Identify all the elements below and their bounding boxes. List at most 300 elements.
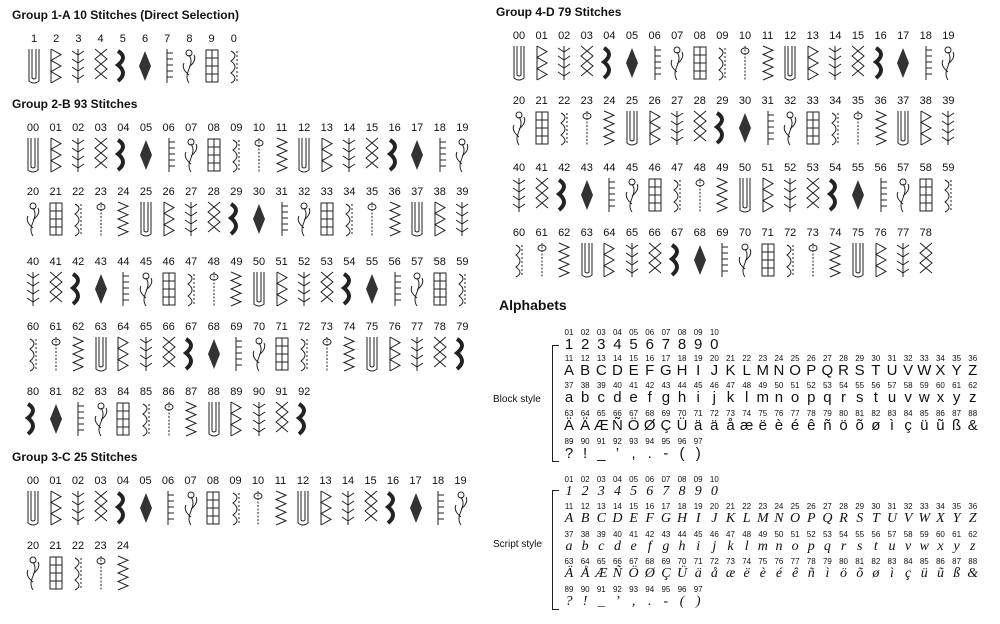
char-number: 86 bbox=[935, 557, 945, 566]
script-char bbox=[819, 503, 835, 526]
stitch-number: 11 bbox=[275, 122, 288, 134]
stitch-cell bbox=[734, 228, 756, 279]
char-number: 94 bbox=[645, 585, 655, 594]
char-glyph: 4 bbox=[613, 484, 621, 499]
stitch-pattern-icon bbox=[508, 241, 530, 279]
char-glyph: ê bbox=[791, 566, 799, 581]
char-number: 08 bbox=[677, 328, 687, 337]
stitch-number: 53 bbox=[806, 162, 819, 174]
stitch-cell bbox=[158, 387, 180, 438]
stitch-number: 46 bbox=[162, 256, 175, 268]
stitch-pattern-icon bbox=[338, 200, 360, 238]
block-char bbox=[561, 410, 577, 433]
stitch-cell bbox=[225, 387, 247, 438]
char-number: 22 bbox=[742, 502, 752, 511]
stitch-cell bbox=[779, 163, 801, 214]
script-char bbox=[561, 586, 577, 609]
char-number: 10 bbox=[709, 328, 719, 337]
block-char bbox=[577, 329, 593, 352]
char-glyph: ñ bbox=[807, 566, 815, 581]
block-char bbox=[577, 355, 593, 378]
stitch-cell bbox=[553, 228, 575, 279]
stitch-cell bbox=[293, 387, 315, 438]
block-char bbox=[642, 382, 658, 405]
char-glyph: S bbox=[856, 511, 864, 526]
stitch-number: 20 bbox=[26, 540, 40, 552]
stitch-cell bbox=[135, 476, 157, 527]
stitch-cell bbox=[248, 123, 270, 174]
stitch-number: 08 bbox=[206, 475, 220, 487]
char-number: 01 bbox=[564, 475, 574, 484]
char-glyph: T bbox=[871, 362, 881, 379]
block-char bbox=[658, 355, 674, 378]
stitch-number: 65 bbox=[139, 321, 153, 333]
char-number: 65 bbox=[596, 409, 606, 418]
char-glyph: 5 bbox=[630, 484, 638, 499]
stitch-number: 76 bbox=[874, 227, 887, 239]
stitch-number: 64 bbox=[117, 321, 130, 333]
char-number: 49 bbox=[758, 381, 768, 390]
script-char bbox=[739, 503, 755, 526]
stitch-pattern-icon bbox=[338, 335, 360, 373]
stitch-number: 24 bbox=[117, 186, 130, 198]
stitch-cell bbox=[67, 187, 89, 238]
char-glyph: ì bbox=[889, 417, 895, 434]
char-glyph: J bbox=[711, 511, 718, 526]
stitch-cell bbox=[734, 163, 756, 214]
char-glyph: N bbox=[773, 362, 785, 379]
script-char bbox=[965, 503, 981, 526]
stitch-number: 21 bbox=[535, 95, 548, 107]
stitch-pattern-icon bbox=[90, 554, 112, 592]
stitch-pattern-icon bbox=[531, 44, 553, 82]
char-glyph: r bbox=[840, 539, 847, 554]
char-number: 17 bbox=[661, 354, 671, 363]
stitch-cell bbox=[621, 228, 643, 279]
script-char bbox=[965, 558, 981, 581]
char-number: 04 bbox=[612, 328, 622, 337]
char-number: 10 bbox=[709, 475, 719, 484]
stitch-number: 47 bbox=[671, 162, 684, 174]
char-number: 25 bbox=[790, 502, 800, 511]
stitch-pattern-icon bbox=[847, 241, 869, 279]
stitch-cell bbox=[802, 96, 824, 147]
char-number: 60 bbox=[935, 530, 945, 539]
char-glyph: w bbox=[918, 389, 930, 406]
stitch-pattern-icon bbox=[22, 200, 44, 238]
block-char bbox=[723, 382, 739, 405]
block-char bbox=[642, 410, 658, 433]
char-glyph: x bbox=[936, 389, 945, 406]
script-char bbox=[658, 586, 674, 609]
block-char bbox=[642, 355, 658, 378]
stitch-number: 26 bbox=[648, 95, 661, 107]
script-char bbox=[932, 503, 948, 526]
block-char bbox=[739, 382, 755, 405]
stitch-number: 25 bbox=[625, 95, 639, 107]
char-number: 76 bbox=[774, 557, 784, 566]
stitch-number: 21 bbox=[49, 540, 62, 552]
stitch-number: 00 bbox=[26, 475, 40, 487]
stitch-pattern-icon bbox=[293, 335, 315, 373]
stitch-pattern-icon bbox=[734, 241, 756, 279]
char-number: 02 bbox=[580, 328, 590, 337]
block-char bbox=[577, 438, 593, 461]
block-char bbox=[561, 329, 577, 352]
char-glyph: 2 bbox=[580, 336, 590, 353]
stitch-pattern-icon bbox=[67, 136, 89, 174]
stitch-number: 14 bbox=[343, 122, 356, 134]
stitch-pattern-icon bbox=[915, 241, 937, 279]
char-glyph: é bbox=[775, 566, 783, 581]
script-char bbox=[819, 558, 835, 581]
stitch-number: 36 bbox=[874, 95, 887, 107]
stitch-number: 48 bbox=[693, 162, 706, 174]
stitch-cell bbox=[23, 34, 45, 85]
stitch-cell bbox=[779, 96, 801, 147]
stitch-cell bbox=[293, 257, 315, 308]
stitch-cell bbox=[248, 257, 270, 308]
stitch-pattern-icon bbox=[202, 489, 224, 527]
stitch-number: 01 bbox=[49, 122, 62, 134]
block-char bbox=[723, 410, 739, 433]
block-char bbox=[674, 355, 690, 378]
stitch-pattern-icon bbox=[23, 47, 45, 85]
stitch-cell bbox=[553, 96, 575, 147]
char-glyph: ü bbox=[920, 417, 929, 434]
char-glyph: ? bbox=[565, 594, 573, 609]
stitch-number: 38 bbox=[919, 95, 932, 107]
stitch-number: 27 bbox=[185, 186, 198, 198]
char-glyph: G bbox=[660, 362, 672, 379]
char-number: 15 bbox=[629, 502, 639, 511]
stitch-cell bbox=[338, 187, 360, 238]
stitch-cell bbox=[779, 31, 801, 82]
char-glyph: l bbox=[744, 389, 749, 406]
char-glyph: x bbox=[937, 539, 944, 554]
stitch-number: 59 bbox=[456, 256, 469, 268]
char-glyph: F bbox=[645, 362, 655, 379]
stitch-number: 81 bbox=[49, 386, 62, 398]
stitch-cell bbox=[429, 322, 451, 373]
char-number: 68 bbox=[645, 557, 655, 566]
stitch-number: 77 bbox=[411, 321, 424, 333]
stitch-cell bbox=[915, 31, 937, 82]
stitch-number: 28 bbox=[693, 95, 706, 107]
stitch-cell bbox=[892, 228, 914, 279]
char-glyph: E bbox=[629, 511, 638, 526]
script-char bbox=[739, 558, 755, 581]
char-glyph: Ñ bbox=[612, 417, 623, 434]
script-char bbox=[852, 531, 868, 554]
stitch-pattern-icon bbox=[644, 241, 666, 279]
char-glyph: o bbox=[791, 539, 799, 554]
script-char bbox=[658, 503, 674, 526]
stitch-cell bbox=[531, 228, 553, 279]
char-number: 58 bbox=[903, 381, 913, 390]
stitch-pattern-icon bbox=[178, 47, 200, 85]
stitch-cell bbox=[293, 187, 315, 238]
stitch-number: 10 bbox=[251, 475, 265, 487]
stitch-number: 45 bbox=[139, 256, 153, 268]
stitch-cell bbox=[666, 163, 688, 214]
char-number: 13 bbox=[596, 354, 606, 363]
script-char bbox=[674, 503, 690, 526]
stitch-cell bbox=[90, 322, 112, 373]
char-number: 21 bbox=[726, 354, 735, 363]
char-glyph: ! bbox=[583, 445, 588, 462]
stitch-cell bbox=[90, 123, 112, 174]
stitch-pattern-icon bbox=[870, 176, 892, 214]
stitch-cell bbox=[644, 31, 666, 82]
char-glyph: ß bbox=[953, 566, 961, 581]
stitch-cell bbox=[406, 322, 428, 373]
script-char bbox=[658, 558, 674, 581]
block-char bbox=[706, 355, 722, 378]
char-glyph: S bbox=[854, 362, 865, 379]
stitch-number: 86 bbox=[162, 386, 175, 398]
block-char bbox=[787, 410, 803, 433]
stitch-pattern-icon bbox=[203, 136, 225, 174]
stitch-number: 77 bbox=[897, 227, 910, 239]
char-number: 77 bbox=[790, 409, 800, 418]
script-char bbox=[706, 558, 722, 581]
stitch-pattern-icon bbox=[429, 200, 451, 238]
script-char bbox=[642, 503, 658, 526]
stitch-number: 62 bbox=[72, 321, 85, 333]
stitch-cell bbox=[112, 476, 134, 527]
stitch-pattern-icon bbox=[67, 400, 89, 438]
stitch-number: 07 bbox=[185, 122, 198, 134]
stitch-cell bbox=[112, 187, 134, 238]
char-glyph: Å bbox=[580, 566, 590, 581]
script-char bbox=[593, 503, 609, 526]
char-glyph: R bbox=[838, 362, 849, 379]
script-char bbox=[642, 586, 658, 609]
script-char bbox=[561, 503, 577, 526]
stitch-number: 02 bbox=[71, 475, 85, 487]
stitch-pattern-icon bbox=[598, 241, 620, 279]
char-number: 11 bbox=[564, 502, 574, 511]
char-glyph: e bbox=[630, 539, 637, 554]
stitch-pattern-icon bbox=[180, 270, 202, 308]
stitch-number: 61 bbox=[535, 227, 548, 239]
char-number: 50 bbox=[774, 530, 784, 539]
block-char bbox=[706, 410, 722, 433]
stitch-number: 2 bbox=[53, 33, 60, 45]
stitch-cell bbox=[316, 322, 338, 373]
stitch-cell bbox=[361, 257, 383, 308]
stitch-pattern-icon bbox=[779, 109, 801, 147]
char-number: 82 bbox=[871, 409, 881, 418]
stitch-number: 01 bbox=[49, 475, 62, 487]
stitch-cell bbox=[576, 228, 598, 279]
stitch-pattern-icon bbox=[316, 270, 338, 308]
char-number: 24 bbox=[774, 502, 784, 511]
stitch-cell bbox=[293, 322, 315, 373]
char-glyph: 6 bbox=[646, 484, 654, 499]
char-glyph: k bbox=[727, 539, 734, 554]
block-char bbox=[916, 410, 932, 433]
stitch-number: 73 bbox=[320, 321, 333, 333]
char-glyph: Q bbox=[821, 362, 834, 379]
block-char bbox=[836, 355, 852, 378]
script-char bbox=[561, 531, 577, 554]
char-glyph: õ bbox=[856, 566, 864, 581]
char-glyph: 3 bbox=[597, 336, 606, 353]
stitch-pattern-icon bbox=[45, 335, 67, 373]
char-number: 15 bbox=[629, 354, 639, 363]
block-char bbox=[642, 438, 658, 461]
stitch-pattern-icon bbox=[598, 109, 620, 147]
stitch-cell bbox=[203, 387, 225, 438]
char-glyph: V bbox=[903, 511, 913, 526]
stitch-cell bbox=[316, 123, 338, 174]
char-number: 16 bbox=[645, 502, 655, 511]
stitch-cell bbox=[576, 163, 598, 214]
char-number: 97 bbox=[693, 585, 703, 594]
stitch-number: 16 bbox=[874, 30, 887, 42]
stitch-number: 13 bbox=[806, 30, 819, 42]
block-char bbox=[739, 355, 755, 378]
script-char bbox=[884, 531, 900, 554]
stitch-number: 14 bbox=[341, 475, 355, 487]
char-glyph: a bbox=[564, 389, 574, 406]
stitch-pattern-icon bbox=[406, 136, 428, 174]
stitch-number: 78 bbox=[433, 321, 446, 333]
block-char bbox=[593, 438, 609, 461]
char-glyph: p bbox=[807, 389, 816, 406]
char-number: 75 bbox=[758, 557, 768, 566]
char-glyph: y bbox=[953, 539, 960, 554]
block-char bbox=[561, 438, 577, 461]
stitch-number: 58 bbox=[919, 162, 932, 174]
stitch-pattern-icon bbox=[135, 270, 157, 308]
stitch-number: 04 bbox=[116, 475, 130, 487]
stitch-cell bbox=[271, 257, 293, 308]
char-number: 82 bbox=[871, 557, 881, 566]
script-char bbox=[803, 503, 819, 526]
block-char bbox=[949, 355, 965, 378]
stitch-number: 22 bbox=[71, 540, 85, 552]
char-number: 48 bbox=[742, 381, 752, 390]
char-number: 42 bbox=[645, 381, 655, 390]
char-number: 77 bbox=[790, 557, 800, 566]
stitch-cell bbox=[757, 163, 779, 214]
char-glyph: R bbox=[839, 511, 848, 526]
stitch-number: 63 bbox=[580, 227, 593, 239]
block-char bbox=[900, 410, 916, 433]
stitch-cell bbox=[158, 322, 180, 373]
char-number: 17 bbox=[661, 502, 671, 511]
stitch-cell bbox=[779, 228, 801, 279]
stitch-number: 51 bbox=[761, 162, 774, 174]
char-glyph: o bbox=[790, 389, 800, 406]
char-number: 67 bbox=[629, 557, 639, 566]
stitch-cell bbox=[225, 123, 247, 174]
char-number: 38 bbox=[580, 530, 590, 539]
char-glyph: q bbox=[823, 539, 831, 554]
char-glyph: b bbox=[581, 539, 589, 554]
stitch-cell bbox=[937, 163, 959, 214]
stitch-pattern-icon bbox=[757, 176, 779, 214]
block-char bbox=[852, 410, 868, 433]
char-glyph: V bbox=[903, 362, 914, 379]
stitch-pattern-icon bbox=[553, 241, 575, 279]
char-number: 85 bbox=[919, 409, 929, 418]
stitch-number: 32 bbox=[784, 95, 797, 107]
char-glyph: g bbox=[662, 539, 670, 554]
char-number: 92 bbox=[612, 437, 622, 446]
stitch-number: 05 bbox=[139, 122, 153, 134]
script-char bbox=[868, 531, 884, 554]
stitch-pattern-icon bbox=[576, 44, 598, 82]
char-glyph: - bbox=[663, 594, 669, 609]
char-number: 33 bbox=[919, 502, 929, 511]
script-char bbox=[916, 531, 932, 554]
stitch-number: 74 bbox=[829, 227, 842, 239]
stitch-number: 78 bbox=[919, 227, 932, 239]
stitch-cell bbox=[689, 96, 711, 147]
stitch-cell bbox=[45, 322, 67, 373]
stitch-number: 25 bbox=[139, 186, 153, 198]
char-glyph: ç bbox=[904, 417, 912, 434]
stitch-cell bbox=[870, 228, 892, 279]
script-char bbox=[787, 531, 803, 554]
stitch-cell bbox=[158, 257, 180, 308]
stitch-number: 69 bbox=[716, 227, 729, 239]
script-char bbox=[900, 558, 916, 581]
stitch-number: 88 bbox=[207, 386, 220, 398]
stitch-pattern-icon bbox=[553, 176, 575, 214]
stitch-cell bbox=[67, 476, 89, 527]
stitch-cell bbox=[271, 187, 293, 238]
script-char bbox=[593, 558, 609, 581]
char-number: 21 bbox=[726, 502, 735, 511]
char-glyph: 0 bbox=[710, 484, 718, 499]
stitch-cell bbox=[45, 34, 67, 85]
char-glyph: D bbox=[612, 362, 623, 379]
char-glyph: J bbox=[710, 362, 719, 379]
stitch-pattern-icon bbox=[644, 109, 666, 147]
stitch-number: 33 bbox=[806, 95, 819, 107]
stitch-cell bbox=[180, 387, 202, 438]
stitch-number: 75 bbox=[851, 227, 865, 239]
block-char bbox=[868, 410, 884, 433]
stitch-pattern-icon bbox=[824, 176, 846, 214]
char-glyph: & bbox=[967, 417, 978, 434]
char-number: 59 bbox=[919, 381, 929, 390]
block-char bbox=[706, 382, 722, 405]
stitch-number: 29 bbox=[230, 186, 243, 198]
stitch-number: 08 bbox=[207, 122, 220, 134]
stitch-pattern-icon bbox=[508, 44, 530, 82]
stitch-cell bbox=[178, 34, 200, 85]
char-glyph: . bbox=[648, 594, 652, 609]
script-char bbox=[723, 558, 739, 581]
stitch-pattern-icon bbox=[135, 136, 157, 174]
script-char bbox=[609, 531, 625, 554]
script-char bbox=[787, 558, 803, 581]
char-number: 08 bbox=[677, 475, 687, 484]
stitch-pattern-icon bbox=[135, 489, 157, 527]
stitch-pattern-icon bbox=[293, 200, 315, 238]
stitch-cell bbox=[22, 322, 44, 373]
stitch-pattern-icon bbox=[90, 47, 112, 85]
stitch-number: 38 bbox=[433, 186, 446, 198]
stitch-pattern-icon bbox=[870, 241, 892, 279]
stitch-pattern-icon bbox=[847, 44, 869, 82]
